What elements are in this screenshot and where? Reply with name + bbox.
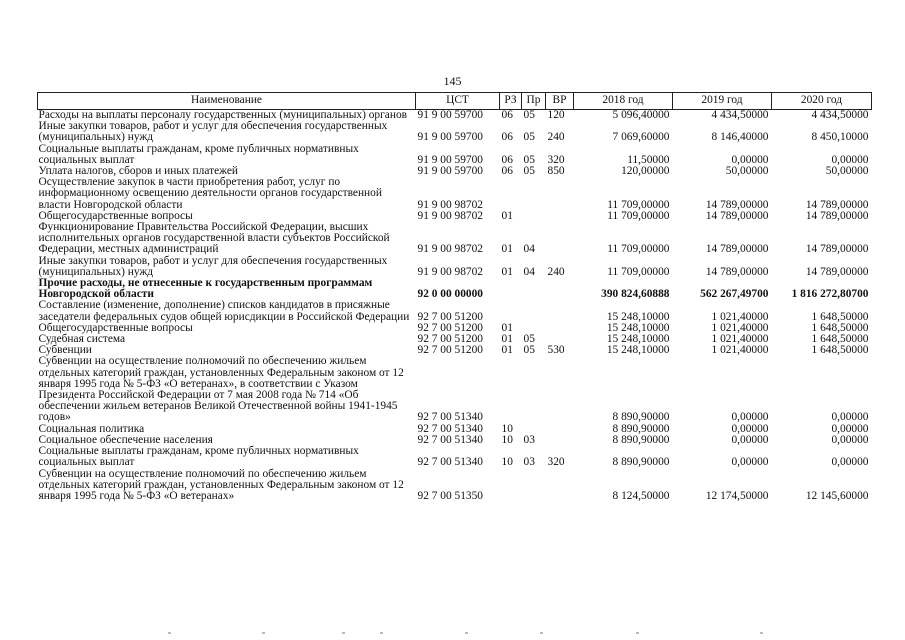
row-value-2018: 8 890,90000 <box>612 422 670 435</box>
row-cst: 92 7 00 51200 <box>417 333 483 346</box>
row-rz <box>500 469 522 503</box>
row-value-2019: 1 021,40000 <box>711 321 769 334</box>
row-rz: 10 <box>501 456 513 469</box>
row-vr: 320 <box>547 456 565 469</box>
table-body <box>38 110 872 503</box>
row-value-2020: 14 789,00000 <box>805 209 869 222</box>
row-value-2020: 14 789,00000 <box>805 243 869 256</box>
row-cst: 92 7 00 51340 <box>417 411 483 424</box>
row-name: Социальные выплаты гражданам, кроме публичных нормативных социальных выплат <box>38 445 359 469</box>
row-rz: 01 <box>501 333 513 346</box>
row-pr: 05 <box>523 153 535 166</box>
row-cst: 91 9 00 59700 <box>417 109 483 121</box>
row-value-2019: 14 789,00000 <box>705 243 769 256</box>
row-value-2018: 8 890,90000 <box>612 456 670 469</box>
row-value-2019: 0,00000 <box>731 422 769 435</box>
row-value-2019: 1 021,40000 <box>711 333 769 346</box>
row-name: Субвенции <box>38 344 92 357</box>
row-value-2018: 15 248,10000 <box>606 310 670 323</box>
row-value-2018: 15 248,10000 <box>606 321 670 334</box>
row-name: Составление (изменение, дополнение) списков кандидатов в присяжные заседатели федеральных судов общей юрисдикции в Российской Федерации <box>38 299 410 323</box>
row-cst: 91 9 00 98702 <box>417 198 483 211</box>
row-vr <box>546 469 574 503</box>
row-rz <box>500 177 522 211</box>
table-row <box>38 256 872 278</box>
row-cst: 91 9 00 98702 <box>417 209 483 222</box>
row-value-2020: 1 816 272,80700 <box>791 288 869 301</box>
row-value-2020: 8 450,10000 <box>811 131 869 144</box>
row-value-2020: 0,00000 <box>831 422 869 435</box>
column-header-2020: 2020 год <box>772 93 872 110</box>
row-cst: 92 0 00 00000 <box>417 288 483 301</box>
row-cst: 92 7 00 51200 <box>417 344 483 357</box>
row-name: Субвенции на осуществление полномочий по обеспечению жильем отдельных категорий граждан, установленных Федеральным законом от 12 января 1995 года № 5-ФЗ «О ветеранах» <box>38 467 404 502</box>
row-vr: 530 <box>547 344 565 357</box>
row-cst: 92 7 00 51200 <box>417 310 483 323</box>
row-value-2018: 120,00000 <box>621 165 670 178</box>
row-value-2019: 50,00000 <box>725 165 769 178</box>
row-vr <box>546 323 574 334</box>
row-vr <box>546 356 574 423</box>
row-value-2020: 50,00000 <box>825 165 869 178</box>
row-value-2018: 8 890,90000 <box>612 411 670 424</box>
row-value-2018: 15 248,10000 <box>606 333 670 346</box>
row-pr <box>522 356 546 423</box>
row-value-2018: 8 890,90000 <box>612 433 670 446</box>
row-name: Социальные выплаты гражданам, кроме публичных нормативных социальных выплат <box>38 142 359 166</box>
row-value-2020: 0,00000 <box>831 456 869 469</box>
row-value-2018: 11 709,00000 <box>607 198 670 211</box>
table-row <box>38 446 872 468</box>
row-pr <box>522 300 546 322</box>
row-value-2019: 1 021,40000 <box>711 310 769 323</box>
row-rz <box>500 300 522 322</box>
row-value-2020: 1 648,50000 <box>811 344 869 357</box>
row-cst: 91 9 00 98702 <box>417 265 483 278</box>
row-vr: 320 <box>547 153 565 166</box>
column-header-2018: 2018 год <box>574 93 673 110</box>
row-name: Общегосударственные вопросы <box>38 321 193 334</box>
row-rz: 01 <box>501 243 513 256</box>
page-footer-scan-marks <box>0 628 905 640</box>
row-value-2020: 0,00000 <box>831 411 869 424</box>
row-name: Судебная система <box>38 333 126 346</box>
row-rz <box>500 278 522 300</box>
row-value-2018: 5 096,40000 <box>612 109 670 121</box>
row-rz <box>500 356 522 423</box>
row-value-2018: 7 069,60000 <box>612 131 670 144</box>
row-value-2019: 562 267,49700 <box>700 288 769 301</box>
row-value-2019: 14 789,00000 <box>705 198 769 211</box>
row-name: Социальное обеспечение населения <box>38 433 213 446</box>
row-pr: 05 <box>523 333 535 346</box>
row-rz: 06 <box>501 109 513 121</box>
row-value-2018: 15 248,10000 <box>606 344 670 357</box>
row-pr: 05 <box>523 131 535 144</box>
row-name: Расходы на выплаты персоналу государственных (муниципальных) органов <box>38 109 408 121</box>
column-header-cst: ЦСТ <box>416 93 500 110</box>
row-value-2019: 1 021,40000 <box>711 344 769 357</box>
row-value-2018: 11 709,00000 <box>607 209 670 222</box>
row-value-2018: 390 824,60888 <box>601 288 670 301</box>
row-cst: 92 7 00 51350 <box>417 489 483 502</box>
row-pr: 04 <box>523 265 535 278</box>
row-cst: 91 9 00 59700 <box>417 153 483 166</box>
row-value-2020: 1 648,50000 <box>811 310 869 323</box>
row-name: Осуществление закупок в части приобретения работ, услуг по информационному освещению деятельности органов государственной власти Новгородской области <box>38 176 382 211</box>
row-pr: 03 <box>523 456 535 469</box>
row-rz: 06 <box>501 165 513 178</box>
row-rz: 01 <box>501 344 513 357</box>
row-cst: 91 9 00 59700 <box>417 165 483 178</box>
row-value-2018: 8 124,50000 <box>612 489 670 502</box>
column-header-pr: Пр <box>522 93 546 110</box>
row-value-2018: 11 709,00000 <box>607 243 670 256</box>
row-rz: 10 <box>501 433 513 446</box>
row-rz: 01 <box>501 321 513 334</box>
row-value-2019: 0,00000 <box>731 411 769 424</box>
row-name: Общегосударственные вопросы <box>38 209 193 222</box>
row-pr: 05 <box>523 165 535 178</box>
row-cst: 92 7 00 51200 <box>417 321 483 334</box>
row-value-2019: 0,00000 <box>731 153 769 166</box>
row-pr <box>522 278 546 300</box>
row-pr: 04 <box>523 243 535 256</box>
row-value-2019: 12 174,50000 <box>705 489 769 502</box>
row-pr <box>522 177 546 211</box>
row-vr: 850 <box>547 165 565 178</box>
row-value-2019: 8 146,40000 <box>711 131 769 144</box>
row-cst: 92 7 00 51340 <box>417 422 483 435</box>
row-rz: 06 <box>501 153 513 166</box>
row-name: Функционирование Правительства Российской Федерации, высших исполнительных органов государственной власти субъектов Российской Федерации, местных администраций <box>38 221 390 256</box>
row-vr: 120 <box>547 109 565 121</box>
row-rz: 01 <box>501 265 513 278</box>
budget-table <box>37 92 872 502</box>
table-row <box>38 300 872 322</box>
row-pr <box>522 211 546 222</box>
row-value-2019: 0,00000 <box>731 456 769 469</box>
row-value-2019: 4 434,50000 <box>711 109 769 121</box>
row-vr <box>546 211 574 222</box>
row-vr <box>546 278 574 300</box>
row-value-2019: 14 789,00000 <box>705 209 769 222</box>
row-pr: 05 <box>523 344 535 357</box>
column-header-2019: 2019 год <box>673 93 772 110</box>
table-header-row <box>38 93 872 110</box>
table-row <box>38 121 872 143</box>
row-rz: 01 <box>501 209 513 222</box>
row-value-2020: 4 434,50000 <box>811 109 869 121</box>
page-number: 145 <box>443 74 462 88</box>
row-pr: 03 <box>523 433 535 446</box>
row-vr <box>546 177 574 211</box>
row-name: Иные закупки товаров, работ и услуг для обеспечения государственных (муниципальных) нужд <box>38 254 388 278</box>
column-header-name: Наименование <box>38 93 416 110</box>
row-rz: 10 <box>501 422 513 435</box>
row-value-2020: 14 789,00000 <box>805 198 869 211</box>
table-row <box>38 278 872 300</box>
row-value-2019: 0,00000 <box>731 433 769 446</box>
row-name: Иные закупки товаров, работ и услуг для обеспечения государственных (муниципальных) нужд <box>38 120 388 144</box>
row-value-2020: 12 145,60000 <box>805 489 869 502</box>
row-value-2018: 11,50000 <box>627 153 670 166</box>
row-vr <box>546 424 574 435</box>
row-name: Субвенции на осуществление полномочий по обеспечению жильем отдельных категорий граждан, установленных Федеральным законом от 12 января 1995 года № 5-ФЗ «О ветеранах», в соответствии с Указом Президента Российской Федерации от 7 мая 2008 года № 714 «Об обеспечении жильем ветеранов Великой Отечественной войны 1941-1945 годов» <box>38 355 404 424</box>
table-row <box>38 356 872 423</box>
row-vr <box>546 300 574 322</box>
row-value-2019: 14 789,00000 <box>705 265 769 278</box>
row-cst: 91 9 00 59700 <box>417 131 483 144</box>
row-vr <box>546 222 574 256</box>
row-value-2020: 1 648,50000 <box>811 333 869 346</box>
column-header-rz: РЗ <box>500 93 522 110</box>
row-name: Социальная политика <box>38 422 145 435</box>
row-cst: 92 7 00 51340 <box>417 456 483 469</box>
row-vr: 240 <box>547 131 565 144</box>
row-cst: 91 9 00 98702 <box>417 243 483 256</box>
table-row <box>38 177 872 211</box>
row-pr: 05 <box>523 109 535 121</box>
row-cst: 92 7 00 51340 <box>417 433 483 446</box>
row-value-2020: 14 789,00000 <box>805 265 869 278</box>
row-value-2018: 11 709,00000 <box>607 265 670 278</box>
row-value-2020: 1 648,50000 <box>811 321 869 334</box>
table-row <box>38 469 872 503</box>
row-name: Прочие расходы, не отнесенные к государственным программам Новгородской области <box>38 277 373 301</box>
table-row <box>38 144 872 166</box>
row-value-2020: 0,00000 <box>831 433 869 446</box>
row-rz: 06 <box>501 131 513 144</box>
row-value-2020: 0,00000 <box>831 153 869 166</box>
column-header-vr: ВР <box>546 93 574 110</box>
table-row <box>38 222 872 256</box>
row-pr <box>522 469 546 503</box>
row-vr: 240 <box>547 265 565 278</box>
row-name: Уплата налогов, сборов и иных платежей <box>38 165 238 178</box>
row-vr <box>546 435 574 446</box>
